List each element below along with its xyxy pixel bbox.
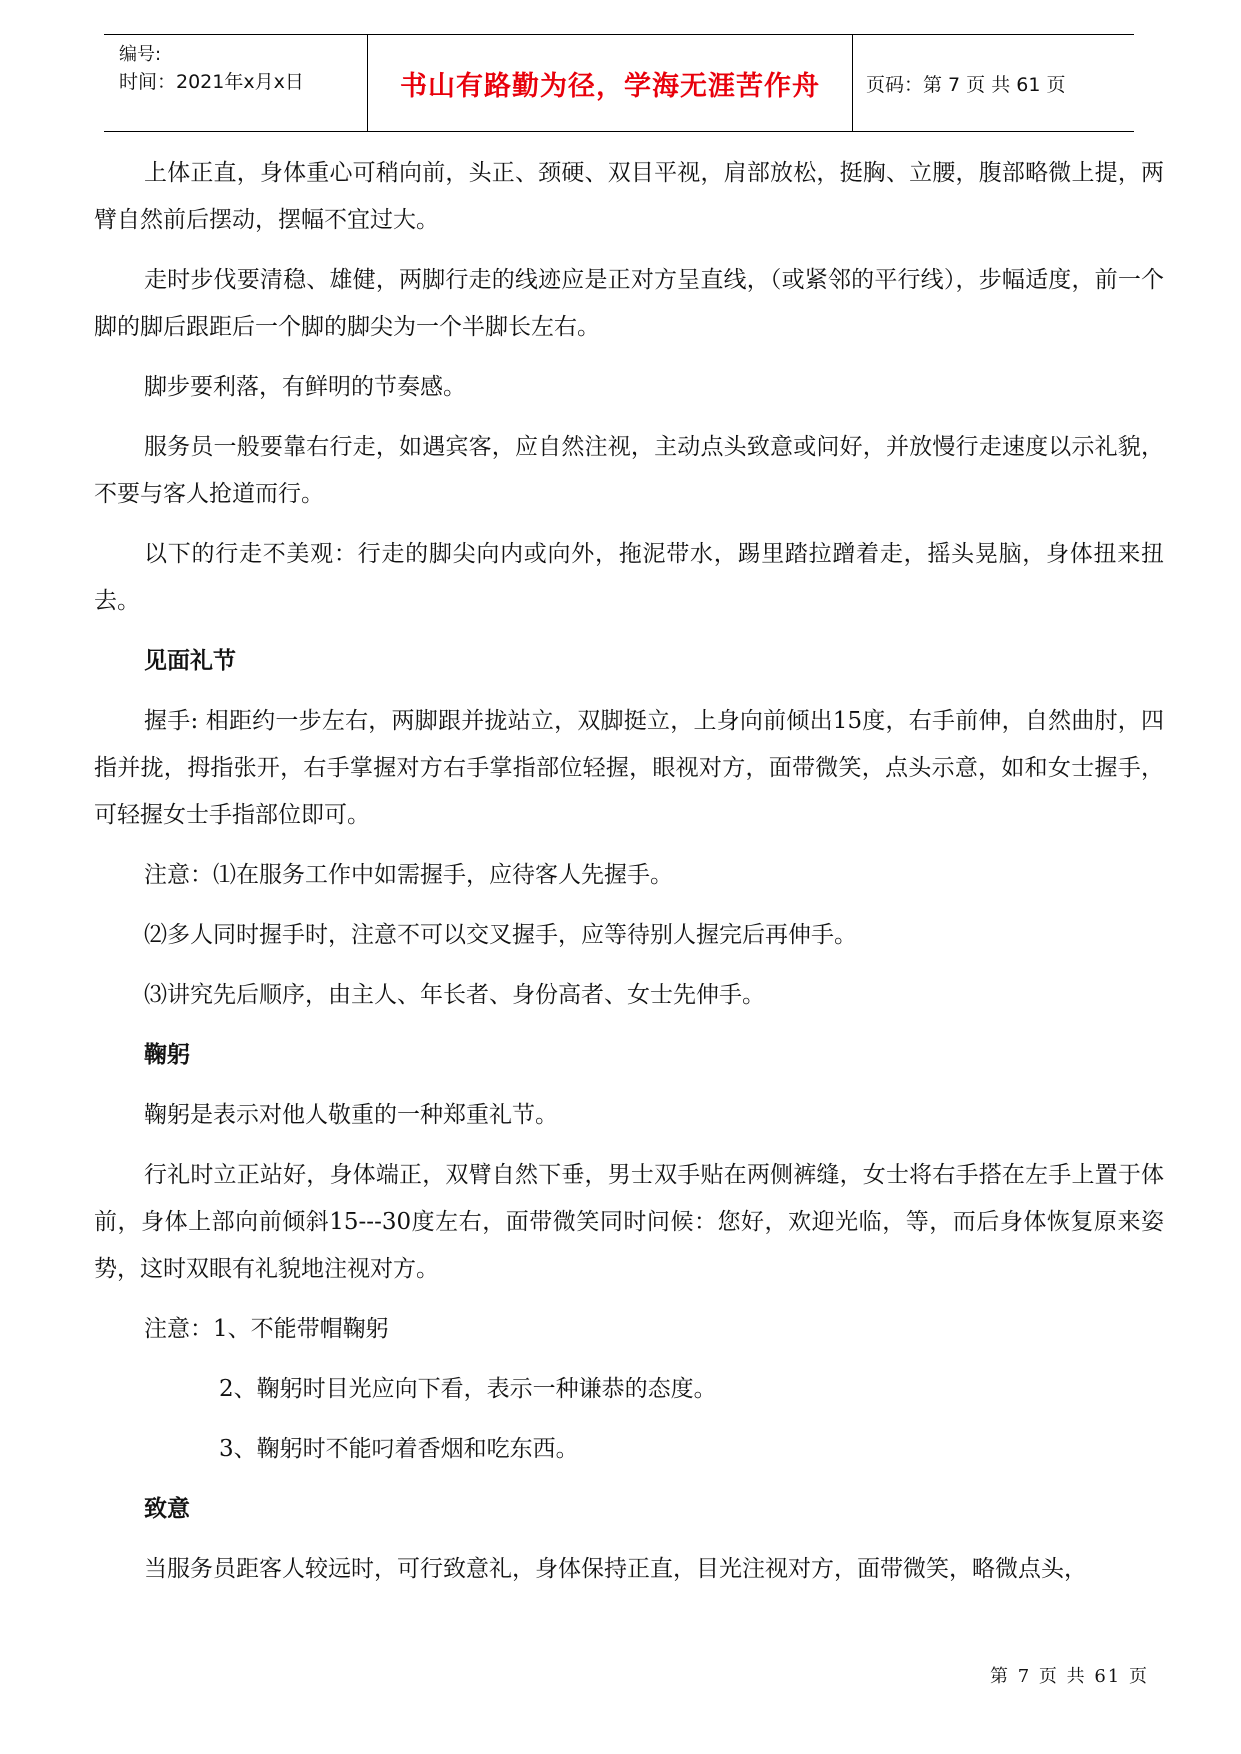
- header-page-cell: [852, 35, 1134, 131]
- paragraph: 当服务员距客人较远时，可行致意礼，身体保持正直，目光注视对方，面带微笑，略微点头，: [144, 1556, 1087, 1582]
- note-item: 3、鞠躬时不能叼着香烟和吃东西。: [219, 1436, 579, 1462]
- page-footer: 第 7 页 共 61 页: [990, 1666, 1149, 1687]
- section-heading: 鞠躬: [144, 1042, 190, 1068]
- time-label: 时间：2021年x月x日: [119, 71, 304, 93]
- header-meta: [104, 35, 366, 131]
- paragraph: 脚步要利落，有鲜明的节奏感。: [144, 374, 466, 400]
- paragraph: 行礼时立正站好，身体端正，双臂自然下垂，男士双手贴在两侧裤缝，女士将右手搭在左手上置于体前，身体上部向前倾斜15---30度左右，面带微笑同时问候：您好，欢迎光临，等，而后身体恢复原来姿势，这时双眼有礼貌地注视对方。: [94, 1162, 1164, 1282]
- header-motto-cell: [367, 35, 853, 131]
- paragraph: 服务员一般要靠右行走，如遇宾客，应自然注视，主动点头致意或问好，并放慢行走速度以示礼貌，不要与客人抢道而行。: [94, 434, 1164, 507]
- note-item: ⑶讲究先后顺序，由主人、年长者、身份高者、女士先伸手。: [144, 982, 765, 1008]
- document-body: [94, 150, 1164, 1606]
- paragraph: 以下的行走不美观：行走的脚尖向内或向外，拖泥带水，踢里踏拉蹭着走，摇头晃脑，身体扭来扭去。: [94, 541, 1164, 614]
- number-label: 编号:: [119, 44, 162, 65]
- paragraph: 走时步伐要清稳、雄健，两脚行走的线迹应是正对方呈直线，（或紧邻的平行线），步幅适度，前一个脚的脚后跟距后一个脚的脚尖为一个半脚长左右。: [94, 267, 1164, 340]
- header-motto: 书山有路勤为径，学海无涯苦作舟: [400, 70, 820, 102]
- note-item: 注意：1、不能带帽鞠躬: [144, 1316, 389, 1342]
- paragraph: 上体正直，身体重心可稍向前，头正、颈硬、双目平视，肩部放松，挺胸、立腰，腹部略微上提，两臂自然前后摆动，摆幅不宜过大。: [94, 160, 1164, 233]
- page-header: [104, 34, 1134, 132]
- note-item: 2、鞠躬时目光应向下看，表示一种谦恭的态度。: [219, 1376, 717, 1402]
- header-page-info: 页码：第 7 页 共 61 页: [866, 73, 1066, 96]
- paragraph: 鞠躬是表示对他人敬重的一种郑重礼节。: [144, 1102, 558, 1128]
- note-item: ⑵多人同时握手时，注意不可以交叉握手，应等待别人握完后再伸手。: [144, 922, 857, 948]
- note-item: 注意：⑴在服务工作中如需握手，应待客人先握手。: [144, 862, 673, 888]
- paragraph: 握手: 相距约一步左右，两脚跟并拢站立，双脚挺立，上身向前倾出15度，右手前伸，自然曲肘，四指并拢，拇指张开，右手掌握对方右手掌指部位轻握，眼视对方，面带微笑，点头示意，如和女士握手，可轻握女士手指部位即可。: [94, 708, 1164, 828]
- section-heading: 见面礼节: [144, 648, 236, 674]
- section-heading: 致意: [144, 1496, 190, 1522]
